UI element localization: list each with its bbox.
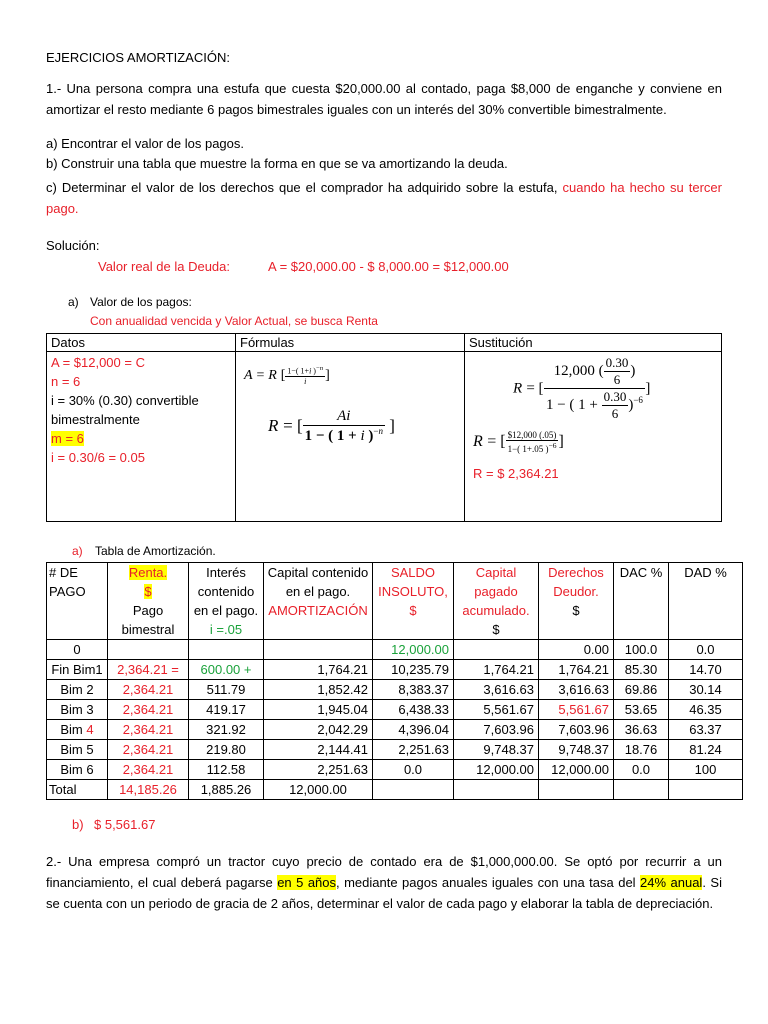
cell-saldo: 12,000.00 [373, 640, 454, 660]
cell-dac: 36.63 [614, 720, 669, 740]
cell-dad: 30.14 [669, 680, 743, 700]
cell-interes: 321.92 [189, 720, 264, 740]
cell-interes: 419.17 [189, 700, 264, 720]
answer-b-marker: b) [72, 817, 84, 832]
cell-saldo: 8,383.37 [373, 680, 454, 700]
cell-cap-pag: 3,616.63 [454, 680, 539, 700]
cell-interes: 1,885.26 [189, 780, 264, 800]
datos-n: n = 6 [51, 374, 81, 389]
col-header-renta-c: Pago bimestral [121, 603, 175, 637]
cell-capital: 1,764.21 [264, 660, 373, 680]
header-sustitucion: Sustitución [465, 334, 722, 352]
cell-pago: Total [47, 780, 108, 800]
cell-dac: 53.65 [614, 700, 669, 720]
cell-pago: Bim 6 [47, 760, 108, 780]
table-row [47, 720, 743, 740]
col-header-saldo: SALDO INSOLUTO, $ [373, 563, 454, 640]
cell-derechos: 12,000.00 [539, 760, 614, 780]
cell-capital: 1,945.04 [264, 700, 373, 720]
section-a-marker: a) [68, 295, 79, 309]
cell-dad: 100 [669, 760, 743, 780]
cell-interes: 600.00 + [189, 660, 264, 680]
col-header-interes-a: Interés contenido en el pago. [193, 565, 259, 618]
section-table-marker: a) [72, 544, 83, 558]
cell-saldo: 2,251.63 [373, 740, 454, 760]
datos-m [51, 429, 231, 448]
cell-capital: 1,852.42 [264, 680, 373, 700]
cell-renta: 14,185.26 [108, 780, 189, 800]
cell-cap-pag: 7,603.96 [454, 720, 539, 740]
question-c-highlight: cuando ha hecho su tercer pago. [46, 180, 722, 216]
cell-renta [108, 640, 189, 660]
cell-dac: 100.0 [614, 640, 669, 660]
cell-derechos [539, 780, 614, 800]
col-header-capital [264, 563, 373, 640]
cell-derechos: 0.00 [539, 640, 614, 660]
cell-interes: 219.80 [189, 740, 264, 760]
cell-pago [47, 720, 108, 740]
header-datos: Datos [47, 334, 236, 352]
problem-2-highlight-rate: 24% anual [640, 875, 703, 890]
col-header-capital-b: AMORTIZACIÓN [268, 603, 368, 618]
col-header-dad: DAD % [669, 563, 743, 640]
question-b: b) Construir una tabla que muestre la forma en que se va amortizando la deuda. [46, 156, 508, 171]
cell-capital [264, 640, 373, 660]
table-row-total [47, 780, 743, 800]
col-header-derechos-b: $ [572, 603, 580, 618]
cell-saldo: 4,396.04 [373, 720, 454, 740]
question-c [46, 177, 722, 219]
cell-dad: 14.70 [669, 660, 743, 680]
valor-real-label: Valor real de la Deuda: [98, 259, 231, 274]
solution-label: Solución: [46, 238, 100, 253]
cell-cap-pag: 12,000.00 [454, 760, 539, 780]
cell-interes: 112.58 [189, 760, 264, 780]
problem-2-statement [46, 851, 722, 914]
cell-capital: 2,042.29 [264, 720, 373, 740]
col-header-capital-pagado [454, 563, 539, 640]
cell-pago: 0 [47, 640, 108, 660]
cell-saldo: 0.0 [373, 760, 454, 780]
col-header-renta [108, 563, 189, 640]
cell-cap-pag: 1,764.21 [454, 660, 539, 680]
cell-cap-pag: 9,748.37 [454, 740, 539, 760]
formulas-cell [236, 352, 465, 522]
question-a: a) Encontrar el valor de los pagos. [46, 136, 244, 151]
cell-renta: 2,364.21 [108, 700, 189, 720]
cell-renta: 2,364.21 [108, 760, 189, 780]
table-row [47, 640, 743, 660]
col-header-interes [189, 563, 264, 640]
cell-dad: 46.35 [669, 700, 743, 720]
amort-header-row [47, 563, 743, 640]
formula-table [46, 333, 722, 522]
cell-capital: 2,144.41 [264, 740, 373, 760]
amortization-table [46, 562, 743, 800]
cell-renta: 2,364.21 [108, 680, 189, 700]
cell-cap-pag [454, 780, 539, 800]
col-header-renta-b: $ [144, 584, 152, 599]
page-title: EJERCICIOS AMORTIZACIÓN: [46, 50, 230, 65]
col-header-derechos-a: Derechos Deudor. [548, 565, 604, 599]
sustitucion-cell [465, 352, 722, 522]
col-header-renta-a: Renta. [128, 565, 168, 580]
cell-pago: Bim 2 [47, 680, 108, 700]
table-row [47, 660, 743, 680]
cell-pago-a: Bim [60, 722, 87, 737]
valor-real-eq: A = $20,000.00 - $ 8,000.00 = [268, 259, 444, 274]
col-header-derechos [539, 563, 614, 640]
col-header-capital-a: Capital contenido en el pago. [267, 565, 369, 599]
cell-derechos: 7,603.96 [539, 720, 614, 740]
cell-derechos: 9,748.37 [539, 740, 614, 760]
section-a-title: Valor de los pagos: [90, 295, 192, 309]
problem-2-part3: . Si se cuenta con un periodo de gracia de 2 años, determinar el valor de cada pago y elaborar la tabla de depreciación. [46, 875, 722, 911]
section-table-title: Tabla de Amortización. [95, 544, 216, 558]
formula-1: A = R [ $\frac{1-( 1+i )^{-n}}{i}$ ] [244, 365, 330, 386]
problem-2-highlight-years: en 5 años [277, 875, 337, 890]
cell-pago: Fin Bim1 [47, 660, 108, 680]
cell-renta: 2,364.21 = [108, 660, 189, 680]
cell-dac: 85.30 [614, 660, 669, 680]
section-a-subtitle: Con anualidad vencida y Valor Actual, se busca Renta [90, 314, 378, 328]
valor-real-equation [268, 259, 509, 274]
table-row [47, 680, 743, 700]
cell-saldo: 10,235.79 [373, 660, 454, 680]
datos-cell [47, 352, 236, 522]
cell-dad [669, 780, 743, 800]
cell-dad: 81.24 [669, 740, 743, 760]
cell-dac [614, 780, 669, 800]
cell-dad: 0.0 [669, 640, 743, 660]
question-c-text: c) Determinar el valor de los derechos que el comprador ha adquirido sobre la estufa, [46, 180, 558, 195]
problem-2-part1: 2.- Una empresa compró un tractor cuyo precio de contado era de $1,000,000.00. Se optó por recurrir a un financiamiento, el cual deberá pagarse [46, 854, 722, 890]
col-header-interes-b: i =.05 [209, 622, 243, 637]
table-row [47, 700, 743, 720]
cell-cap-pag [454, 640, 539, 660]
cell-dad: 63.37 [669, 720, 743, 740]
cell-pago: Bim 5 [47, 740, 108, 760]
cell-saldo [373, 780, 454, 800]
header-formulas: Fórmulas [236, 334, 465, 352]
cell-dac: 69.86 [614, 680, 669, 700]
cell-dac: 18.76 [614, 740, 669, 760]
datos-i: i = 30% (0.30) convertible bimestralmente [51, 393, 199, 427]
col-header-pago: # DE PAGO [47, 563, 108, 640]
cell-renta: 2,364.21 [108, 740, 189, 760]
problem-2-part2: , mediante pagos anuales iguales con una tasa del [336, 875, 641, 890]
table-row [47, 760, 743, 780]
table-row [47, 740, 743, 760]
cell-renta: 2,364.21 [108, 720, 189, 740]
substitution-1: R = [ 12,000 ( $\frac{0.30}{6}$ ) 1 − ( 1 + $\frac{0.30}{6}$ )$^{-6}$ ] [513, 355, 651, 421]
cell-capital: 2,251.63 [264, 760, 373, 780]
problem-1-statement: 1.- Una persona compra una estufa que cuesta $20,000.00 al contado, paga $8,000 de enganche y conviene en amortizar el resto mediante 6 pagos bimestrales iguales con un interés del 30% convertible bimestralmente. [46, 81, 722, 117]
cell-dac: 0.0 [614, 760, 669, 780]
cell-capital: 12,000.00 [264, 780, 373, 800]
substitution-2: R = [ $\frac{\$12,000 (.05)}{1-( 1+.05 )^{-6}}$ ] [473, 430, 564, 454]
cell-saldo: 6,438.33 [373, 700, 454, 720]
col-header-capital-pagado-a: Capital pagado acumulado. [462, 565, 530, 618]
cell-derechos: 1,764.21 [539, 660, 614, 680]
datos-A: A = $12,000 = C [51, 355, 145, 370]
cell-pago: Bim 3 [47, 700, 108, 720]
cell-cap-pag: 5,561.67 [454, 700, 539, 720]
col-header-dac: DAC % [614, 563, 669, 640]
cell-derechos: 5,561.67 [539, 700, 614, 720]
cell-interes [189, 640, 264, 660]
col-header-capital-pagado-b: $ [492, 622, 500, 637]
answer-b-value: $ 5,561.67 [94, 817, 156, 832]
cell-derechos: 3,616.63 [539, 680, 614, 700]
result-renta: R = $ 2,364.21 [473, 466, 559, 481]
datos-irate: i = 0.30/6 = 0.05 [51, 450, 145, 465]
datos-m-text: m = 6 [51, 431, 84, 446]
formula-2: R = [ $\frac{Ai}{1 - ( 1 + i )^{-n}}$ ] [268, 407, 395, 444]
cell-pago-b: 4 [86, 722, 94, 737]
cell-interes: 511.79 [189, 680, 264, 700]
valor-real-result: $12,000.00 [443, 259, 509, 274]
